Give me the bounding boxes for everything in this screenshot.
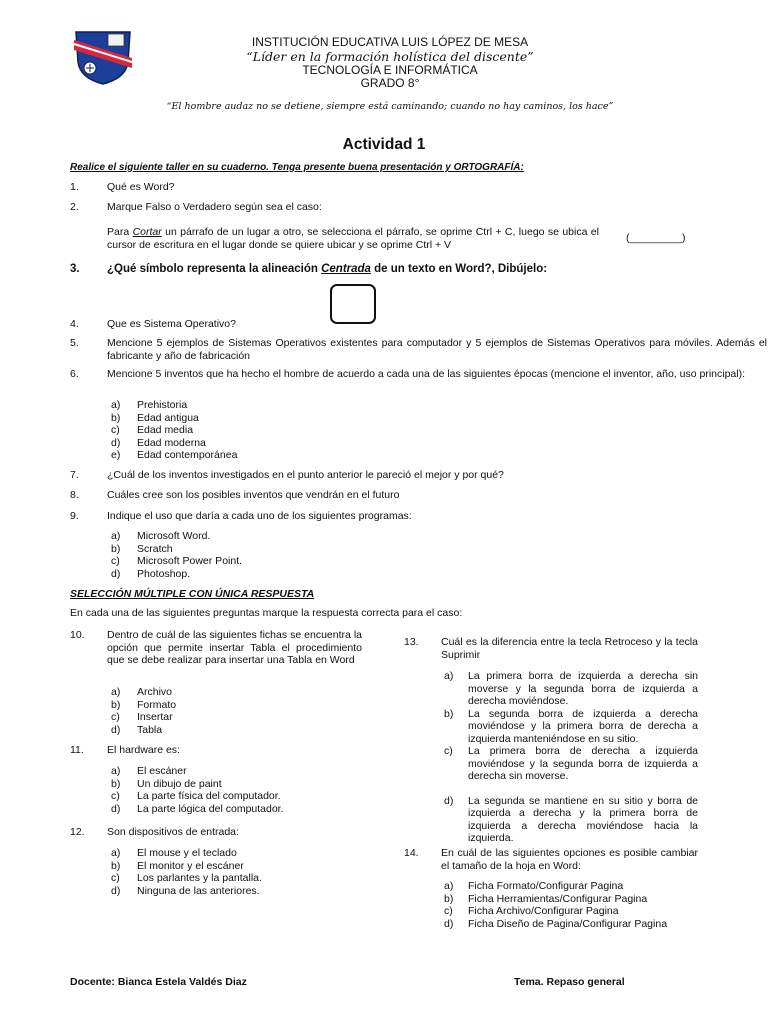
- q12-options: [111, 847, 262, 897]
- question-number: 4.: [70, 318, 79, 330]
- list-item: c) La parte física del computador.: [111, 790, 281, 802]
- list-item: b) La segunda borra de izquierda a derecha moviéndose y la primera borra de derecha a izquierda manteniéndose en su sitio.: [444, 707, 698, 745]
- q2-emphasis: Cortar: [132, 226, 162, 238]
- footer-teacher: Docente: Bianca Estela Valdés Diaz: [70, 976, 247, 988]
- list-item: b) Un dibujo de paint: [111, 777, 222, 790]
- question-number: 12.: [70, 826, 85, 838]
- list-item: a) Ficha Formato/Configurar Pagina: [444, 880, 624, 892]
- q14-options: [444, 880, 667, 930]
- question-number: 5.: [70, 337, 79, 349]
- list-item: c) Edad media: [111, 424, 194, 436]
- list-item: b) Ficha Herramientas/Configurar Pagina: [444, 892, 648, 905]
- question-number: 9.: [70, 510, 79, 522]
- grade-label: GRADO 8°: [360, 76, 420, 90]
- question-text: El hardware es:: [107, 744, 180, 756]
- footer-topic: Tema. Repaso general: [514, 976, 625, 988]
- question-text: Marque Falso o Verdadero según sea el caso:: [107, 201, 322, 213]
- list-item: c) Ficha Archivo/Configurar Pagina: [444, 905, 619, 917]
- question-text: Mencione 5 inventos que ha hecho el hombre de acuerdo a cada una de las siguientes épocas (mencione el inventor, año, uso principal):: [107, 368, 745, 380]
- list-item: d) Ninguna de las anteriores.: [111, 884, 260, 897]
- instructions: Realice el siguiente taller en su cuaderno. Tenga presente buena presentación y ORTOGRAFÍA:: [70, 162, 524, 173]
- question-text: ¿Qué símbolo representa la alineación Centrada de un texto en Word?, Dibújelo:: [107, 263, 548, 275]
- question-text: ¿Cuál de los inventos investigados en el punto anterior le pareció el mejor y por qué?: [107, 469, 504, 481]
- list-item: d) La segunda se mantiene en su sitio y borra de izquierda a derecha y la primera borra de izquierda a derecha moviéndose hacia la izquierda.: [444, 794, 698, 844]
- list-item: a) El mouse y el teclado: [111, 847, 237, 859]
- list-item: c) Los parlantes y la pantalla.: [111, 872, 262, 884]
- list-item: a) La primera borra de izquierda a derecha sin moverse y la segunda borra de izquierda a derecha moviéndose.: [444, 670, 698, 707]
- section-intro: En cada una de las siguientes preguntas marque la respuesta correcta para el caso:: [70, 607, 463, 619]
- list-item: a) Archivo: [111, 686, 173, 698]
- list-item: d) Photoshop.: [111, 567, 191, 580]
- list-item: b) El monitor y el escáner: [111, 859, 244, 872]
- question-text: Mencione 5 ejemplos de Sistemas Operativos existentes para computador y 5 ejemplos de Sistemas Operativos para móviles. Además el fabricante y año de fabricación: [107, 337, 767, 362]
- subject-name: TECNOLOGÍA E INFORMÁTICA: [302, 63, 478, 77]
- list-item: c) La primera borra de derecha a izquierda moviéndose y la segunda borra de izquierda a derecha sin moverse.: [444, 745, 698, 782]
- institution-crest-logo: [70, 28, 136, 86]
- question-number: 10.: [70, 629, 85, 641]
- question-number: 14.: [404, 847, 419, 859]
- q11-options: [111, 765, 284, 815]
- question-text: Qué es Word?: [107, 181, 175, 193]
- institution-motto: “Líder en la formación holística del discente”: [246, 49, 534, 64]
- q2-statement: [107, 226, 599, 251]
- question-number: 11.: [70, 744, 84, 756]
- question-text: Cuáles cree son los posibles inventos que vendrán en el futuro: [107, 489, 400, 501]
- question-number: 7.: [70, 469, 79, 481]
- list-item: d) Tabla: [111, 723, 163, 736]
- header-quote: “El hombre audaz no se detiene, siempre está caminando; cuando no hay caminos, los hace”: [166, 101, 614, 112]
- question-number: 13.: [404, 636, 419, 648]
- question-number: 2.: [70, 201, 79, 213]
- question-number: 3.: [70, 263, 80, 275]
- list-item: d) Ficha Diseño de Pagina/Configurar Pagina: [444, 917, 668, 930]
- list-item: b) Formato: [111, 698, 177, 711]
- q3-emphasis: Centrada: [321, 263, 371, 275]
- question-number: 8.: [70, 489, 79, 501]
- question-text: Dentro de cuál de las siguientes fichas se encuentra la opción que permite insertar Tabla el procedimiento que se debe realizar para insertar una Tabla en Word: [107, 629, 362, 666]
- question-number: 1.: [70, 181, 79, 193]
- list-item: a) Prehistoria: [111, 399, 188, 411]
- list-item: c) Insertar: [111, 711, 173, 723]
- section-title: SELECCIÓN MÚLTIPLE CON ÚNICA RESPUESTA: [70, 588, 315, 600]
- question-text: Cuál es la diferencia entre la tecla Retroceso y la tecla Suprimir: [441, 636, 698, 661]
- list-item: b) Edad antigua: [111, 411, 199, 424]
- q2-pre: Para: [107, 226, 133, 238]
- true-false-blank[interactable]: (_________): [626, 232, 686, 244]
- institution-name: INSTITUCIÓN EDUCATIVA LUIS LÓPEZ DE MESA: [251, 35, 529, 49]
- list-item: d) La parte lógica del computador.: [111, 802, 284, 815]
- question-number: 6.: [70, 368, 79, 380]
- page-title: Actividad 1: [342, 136, 426, 153]
- list-item: b) Scratch: [111, 542, 173, 555]
- list-item: d) Edad moderna: [111, 436, 206, 449]
- question-text: En cuál de las siguientes opciones es posible cambiar el tamaño de la hoja en Word:: [441, 847, 698, 872]
- question-text: Son dispositivos de entrada:: [107, 826, 239, 838]
- list-item: c) Microsoft Power Point.: [111, 555, 243, 567]
- q6-options: [111, 399, 237, 462]
- list-item: e) Edad contemporánea: [111, 449, 238, 461]
- q9-options: [111, 530, 242, 580]
- question-text: Que es Sistema Operativo?: [107, 318, 236, 330]
- q13-options: [444, 670, 698, 845]
- list-item: a) El escáner: [111, 765, 187, 777]
- q10-options: [111, 686, 176, 736]
- list-item: a) Microsoft Word.: [111, 530, 211, 542]
- question-text: Indique el uso que daría a cada uno de los siguientes programas:: [107, 510, 412, 522]
- drawing-box[interactable]: [330, 284, 376, 324]
- q2-post: un párrafo de un lugar a otro, se selecciona el párrafo, se oprime Ctrl + C, luego se ubica el cursor de escritura en el lugar donde se quiere ubicar y se oprime Ctrl + V: [107, 226, 599, 251]
